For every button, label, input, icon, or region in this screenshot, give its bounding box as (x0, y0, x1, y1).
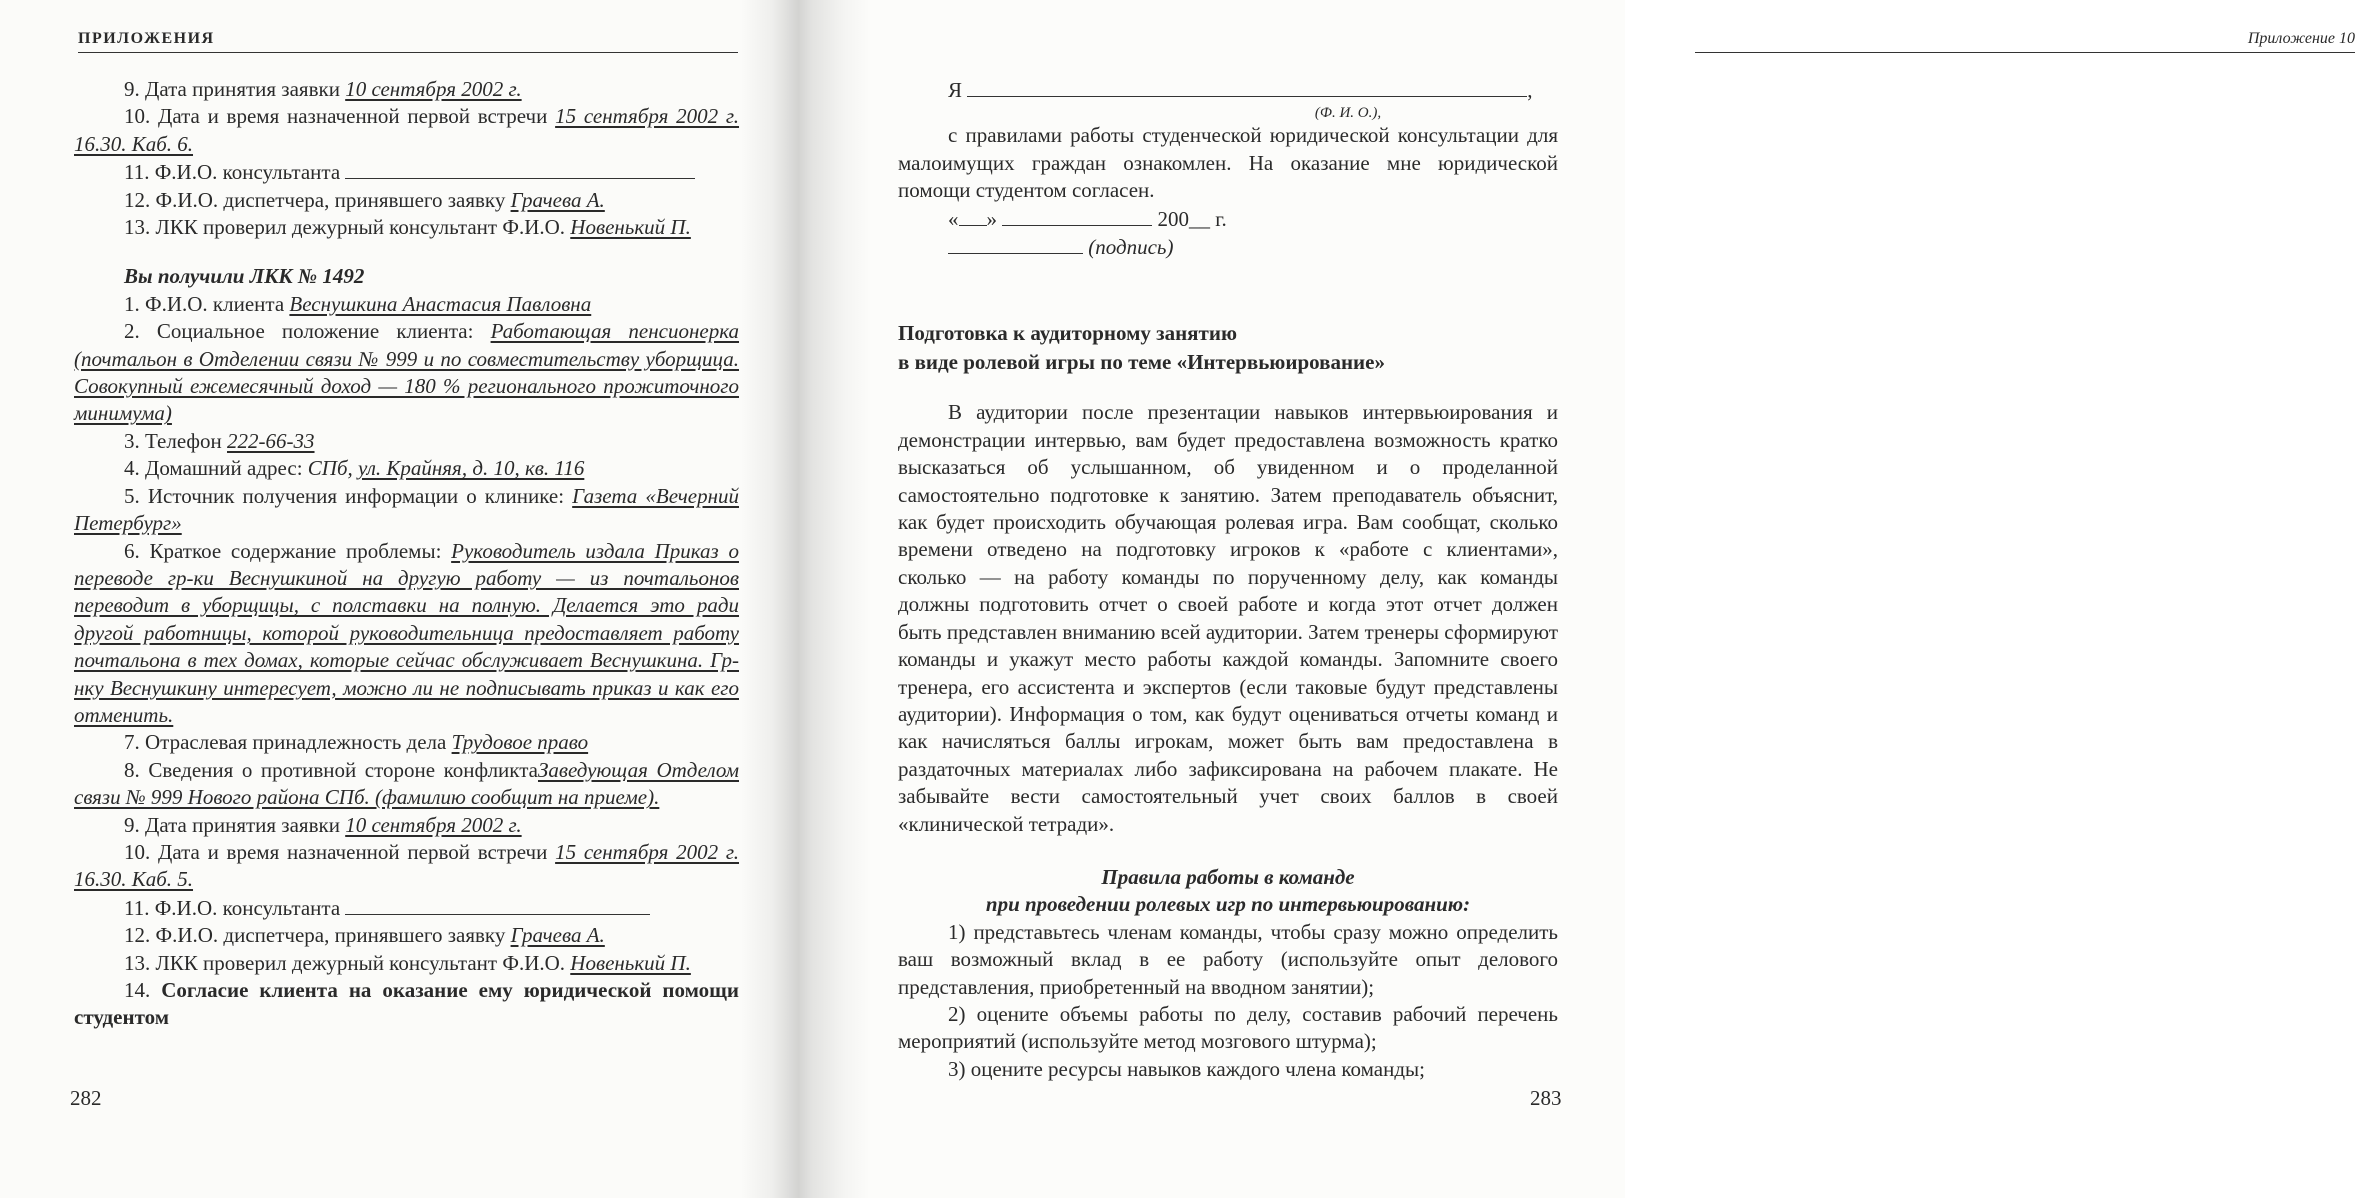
consultant-blank-line (345, 894, 650, 915)
section-heading-line-1: Подготовка к аудиторному занятию (898, 321, 1237, 346)
left-page-content (74, 76, 739, 1032)
item-9: 9. Дата принятия заявки 10 сентября 2002 г. (124, 812, 522, 837)
right-page-content (898, 76, 1558, 1083)
item-1: 1. Ф.И.О. клиента Веснушкина Анастасия Павловна (124, 291, 592, 316)
item-7: 7. Отраслевая принадлежность дела Трудовое право (124, 730, 589, 755)
item-11-first: 11. Ф.И.О. консультанта (74, 158, 739, 186)
day-blank (959, 205, 987, 226)
item-6: 6. Краткое содержание проблемы: Руководитель издала Приказ о переводе гр-ки Веснушкиной на другую работу — из почтальонов переводит в уборщицы, с полставки на полную. Делается это ради другой работницы, которой руководительница предоставляет работу почтальона в тех домах, которые сейчас обслуживает Веснушкина. Гр-нку Веснушкину интересует, можно ли не подписывать приказ и как его отменить. (74, 538, 739, 727)
rule-item: 1) представьтесь членам команды, чтобы сразу можно определить ваш возможный вклад в ее работу (используйте опыт делового представления, приобретенный на вводном занятии); (898, 919, 1558, 999)
item-10-first: 10. Дата и время назначенной первой встречи 15 сентября 2002 г. 16.30. Каб. 6. (74, 104, 740, 156)
item-12-first: 12. Ф.И.О. диспетчера, принявшего заявку Грачева А. (124, 187, 605, 212)
item-12: 12. Ф.И.О. диспетчера, принявшего заявку Грачева А. (124, 923, 605, 948)
item-9-first: 9. Дата принятия заявки 10 сентября 2002 г. (124, 77, 522, 101)
section-heading-line-2: в виде ролевой игры по теме «Интервьюирование» (898, 350, 1385, 375)
consent-text: с правилами работы студенческой юридической консультации для малоимущих граждан ознакомлен. На оказание мне юридической помощи студентом согласен. (898, 123, 1558, 203)
rules-title-line-1: Правила работы в команде (1101, 864, 1355, 889)
item-4: 4. Домашний адрес: СПб, ул. Крайняя, д. 10, кв. 116 (124, 456, 585, 481)
item-10: 10. Дата и время назначенной первой встречи 15 сентября 2002 г. 16.30. Каб. 5. (74, 839, 740, 892)
consent-signature-line: (подпись) (898, 233, 1558, 261)
card-title: Вы получили ЛКК № 1492 (124, 264, 365, 289)
item-5: 5. Источник получения информации о клинике: Газета «Вечерний Петербург» (74, 483, 739, 536)
month-blank (1002, 205, 1152, 226)
item-8: 8. Сведения о противной стороне конфликтаЗаведующая Отделом связи № 999 Нового района СПб. (фамилию сообщит на приеме). (74, 757, 739, 810)
left-page (0, 0, 800, 1198)
left-running-header: ПРИЛОЖЕНИЯ (78, 30, 738, 53)
rule-item: 2) оцените объемы работы по делу, составив рабочий перечень мероприятий (используйте метод мозгового штурма); (898, 1001, 1558, 1054)
consent-date-line: « » 200__ г. (948, 206, 1227, 231)
consent-name-line: Я , (948, 78, 1533, 102)
consultant-blank-line (345, 158, 695, 179)
page-number-left: 282 (70, 1086, 102, 1110)
signature-blank (948, 233, 1083, 254)
item-2: 2. Социальное положение клиента: Работающая пенсионерка (почтальон в Отделении связи № 999 и по совместительству уборщица. Совокупный ежемесячный доход — 180 % регионального прожиточного минимума) (74, 319, 740, 426)
fio-caption: (Ф. И. О.), (1314, 105, 1382, 122)
body-paragraph: В аудитории после презентации навыков интервьюирования и демонстрации интервью, вам будет предоставлена возможность кратко высказаться об услышанном, об увиденном и о проделанной самостоятельно подготовке к занятию. Затем преподаватель объяснит, как будет происходить обучающая ролевая игра. Вам сообщат, сколько времени отведено на подготовку игроков к «работе с клиентами», сколько — на работу команды по порученному делу, как команды должны подготовить отчет о своей работе и когда этот отчет должен быть представлен вниманию всей аудитории. Затем тренеры сформируют команды и укажут место работы каждой команды. Запомните своего тренера, его ассистента и экспертов (если таковые будут представлены аудитории). Информация о том, как будут оцениваться отчеты команд и как начисляться баллы игрокам, может быть вам предоставлена в раздаточных материалах либо зафиксирована на рабочем плакате. Не забывайте вести самостоятельный учет своих баллов в своей «клинической тетради». (898, 400, 1558, 836)
page-number-right: 283 (1530, 1086, 1562, 1110)
item-13: 13. ЛКК проверил дежурный консультант Ф.И.О. Новенький П. (124, 950, 691, 975)
rules-title-line-2: при проведении ролевых игр по интервьюированию: (985, 892, 1471, 917)
item-3: 3. Телефон 222-66-33 (124, 428, 315, 453)
item-13-first: 13. ЛКК проверил дежурный консультант Ф.И.О. Новенький П. (124, 215, 691, 240)
right-running-header: Приложение 10 (1695, 30, 2355, 53)
item-11: 11. Ф.И.О. консультанта (74, 894, 739, 922)
rule-item: 3) оцените ресурсы навыков каждого члена команды; (948, 1056, 1425, 1081)
fio-blank-line (967, 76, 1527, 97)
item-14: 14. Согласие клиента на оказание ему юридической помощи студентом (74, 978, 739, 1030)
